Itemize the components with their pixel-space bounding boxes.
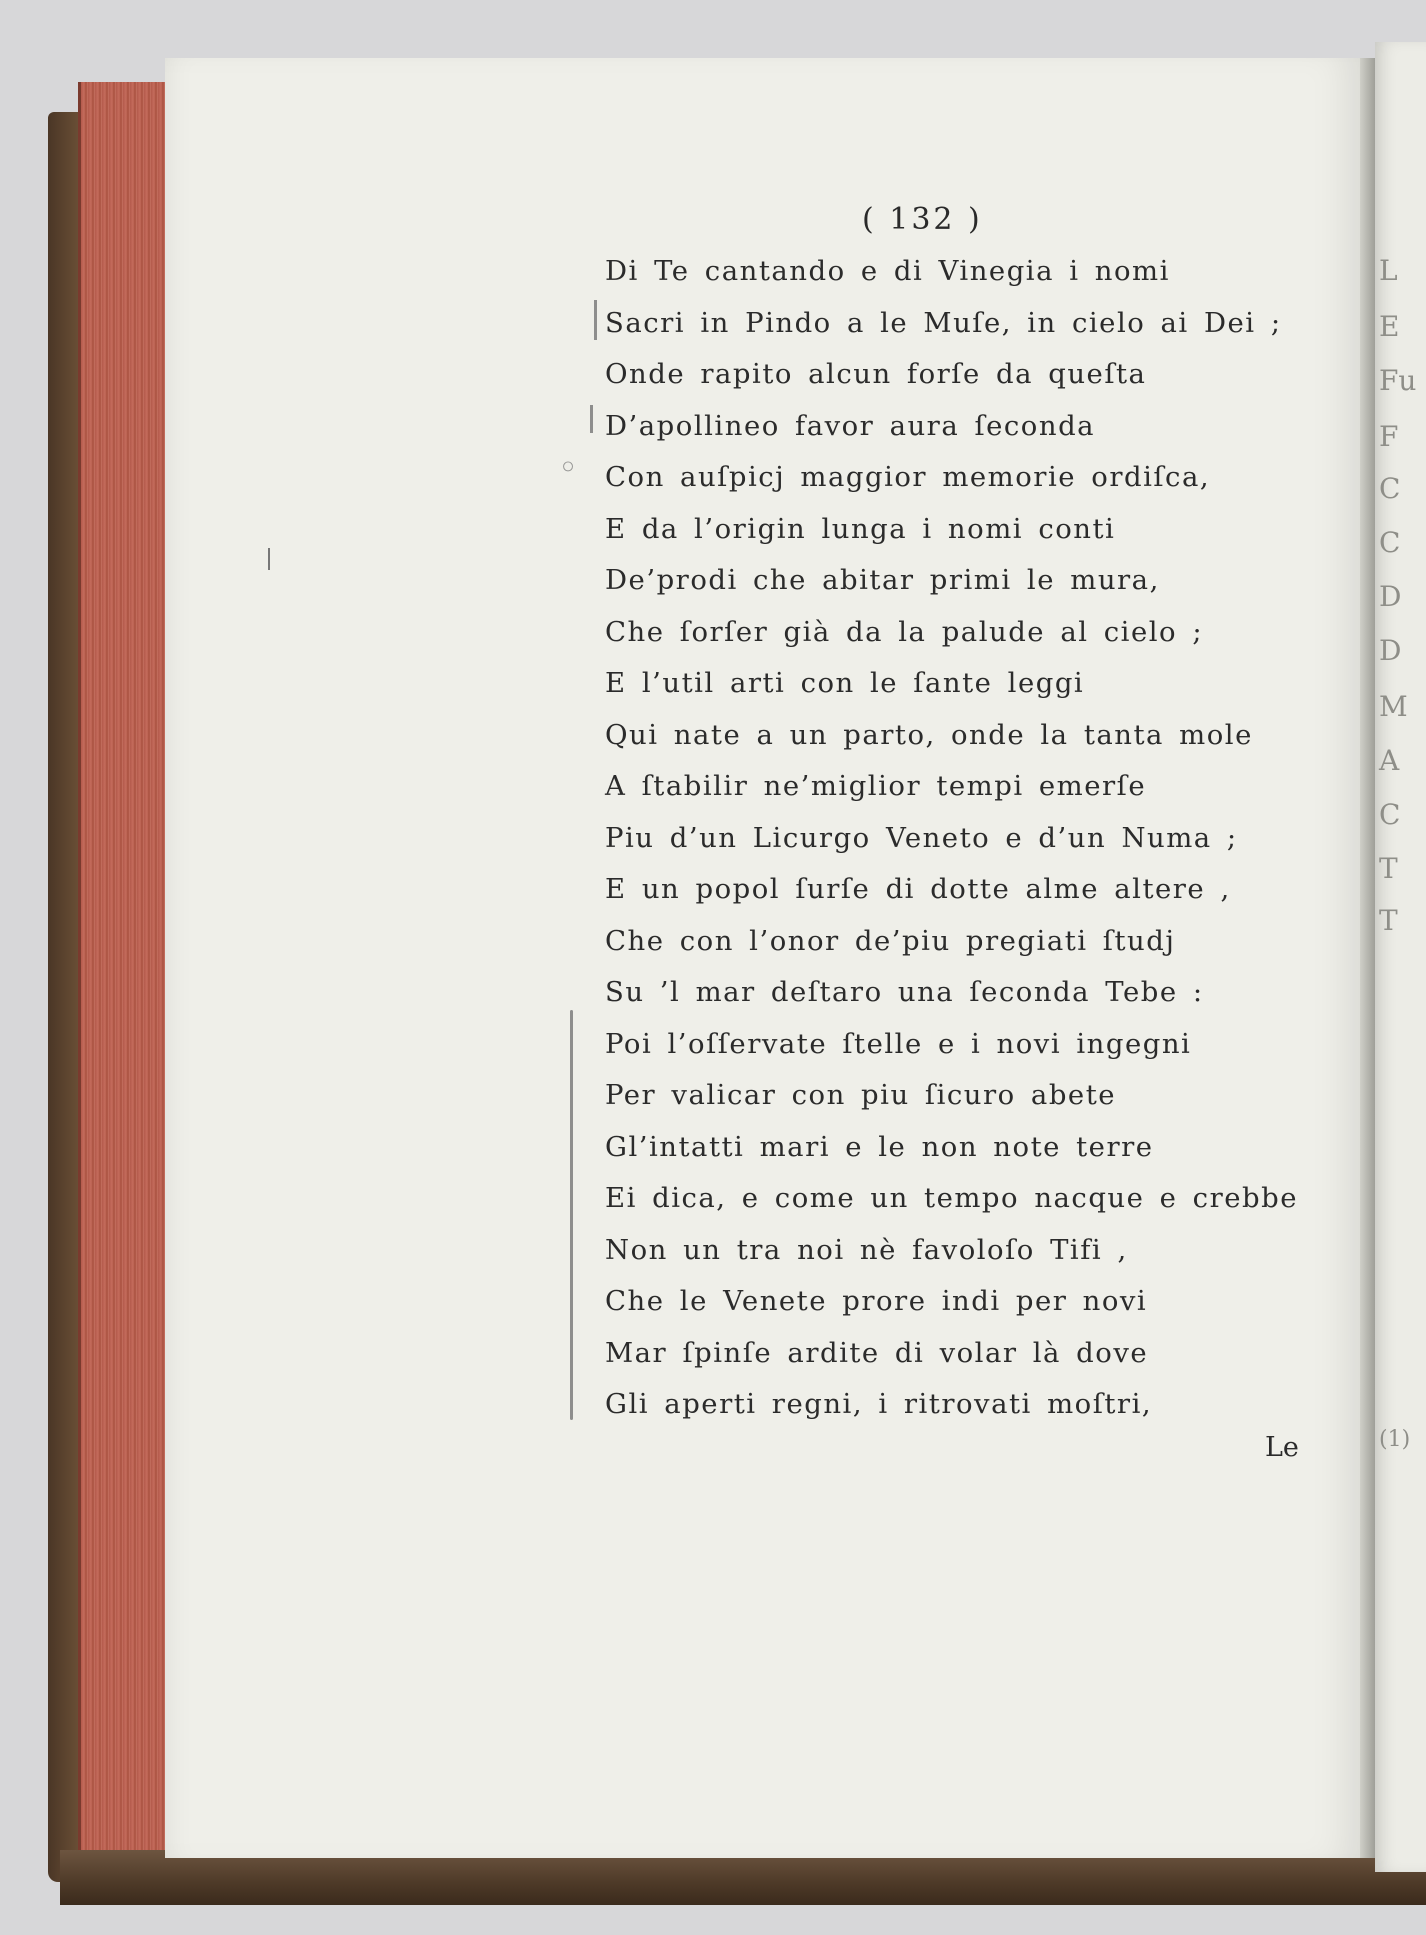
poem-line: E da l’origin lunga i nomi conti [605, 512, 1116, 545]
poem-line: D’apollineo favor aura ſeconda [605, 409, 1096, 442]
poem-line: Onde rapito alcun forſe da queſta [605, 358, 1147, 390]
page-number: ( 132 ) [862, 202, 983, 237]
facing-page-letter: C [1379, 798, 1401, 831]
poem-line: Sacri in Pindo a le Muſe, in cielo ai Dei ; [605, 306, 1282, 339]
poem-text [605, 246, 1298, 1431]
facing-page-letter: T [1379, 852, 1398, 885]
facing-page-letter: Fu [1379, 364, 1417, 397]
pencil-bracket-mark [594, 300, 597, 340]
facing-page-letter: L [1379, 254, 1398, 287]
poem-line: Che con l’onor de’piu pregiati ſtudj [605, 924, 1176, 957]
facing-page-letter: C [1379, 472, 1401, 505]
poem-line: Di Te cantando e di Vinegia i nomi [605, 255, 1170, 287]
poem-line: A ſtabilir ne’miglior tempi emerſe [605, 770, 1147, 802]
poem-line: Qui nate a un parto, onde la tanta mole [605, 718, 1253, 751]
poem-line: Con auſpicj maggior memorie ordiſca, [605, 461, 1211, 493]
red-page-edges [78, 82, 171, 1860]
facing-page-letter: M [1379, 690, 1408, 723]
facing-page-letter: D [1379, 580, 1402, 613]
facing-page-fragment [1375, 42, 1426, 1872]
facing-page-letter: T [1379, 904, 1398, 937]
poem-line: Non un tra noi nè favoloſo Tifi , [605, 1233, 1128, 1266]
poem-line: Gl’intatti mari e le non note terre [605, 1130, 1154, 1163]
page-gutter [1360, 58, 1375, 1858]
pencil-margin-bracket [570, 1010, 573, 1420]
poem-line: Mar ſpinſe ardite di volar là dove [605, 1336, 1149, 1369]
facing-page-letter: D [1379, 634, 1402, 667]
poem-line: Piu d’un Licurgo Veneto e d’un Numa ; [605, 821, 1238, 854]
pencil-bracket-mark [590, 405, 593, 433]
catchword: Le [1265, 1432, 1299, 1463]
stray-pencil-mark [268, 548, 270, 570]
poem-line: Ei dica, e come un tempo nacque e crebbe [605, 1182, 1298, 1214]
facing-page-footnote: (1) [1379, 1427, 1411, 1452]
poem-line: E un popol ſurſe di dotte alme altere , [605, 873, 1231, 905]
facing-page-letter: E [1379, 310, 1400, 343]
poem-line: Che ſorſer già da la palude al cielo ; [605, 615, 1204, 648]
poem-line: Che le Venete prore indi per novi [605, 1285, 1148, 1317]
poem-line: Su ’l mar deſtaro una ſeconda Tebe : [605, 976, 1204, 1008]
book-bottom-cover [60, 1850, 1426, 1905]
poem-line: De’prodi che abitar primi le mura, [605, 564, 1160, 596]
poem-line: Per valicar con piu ſicuro abete [605, 1079, 1117, 1111]
poem-line: E l’util arti con le ſante leggi [605, 667, 1085, 699]
poem-line: Gli aperti regni, i ritrovati moſtri, [605, 1388, 1153, 1420]
pencil-annotation-mark: ◦ [558, 448, 579, 488]
facing-page-letter: A [1379, 744, 1400, 777]
facing-page-letter: F [1379, 420, 1399, 453]
facing-page-letter: C [1379, 526, 1401, 559]
poem-line: Poi l’oſſervate ſtelle e i novi ingegni [605, 1027, 1192, 1060]
